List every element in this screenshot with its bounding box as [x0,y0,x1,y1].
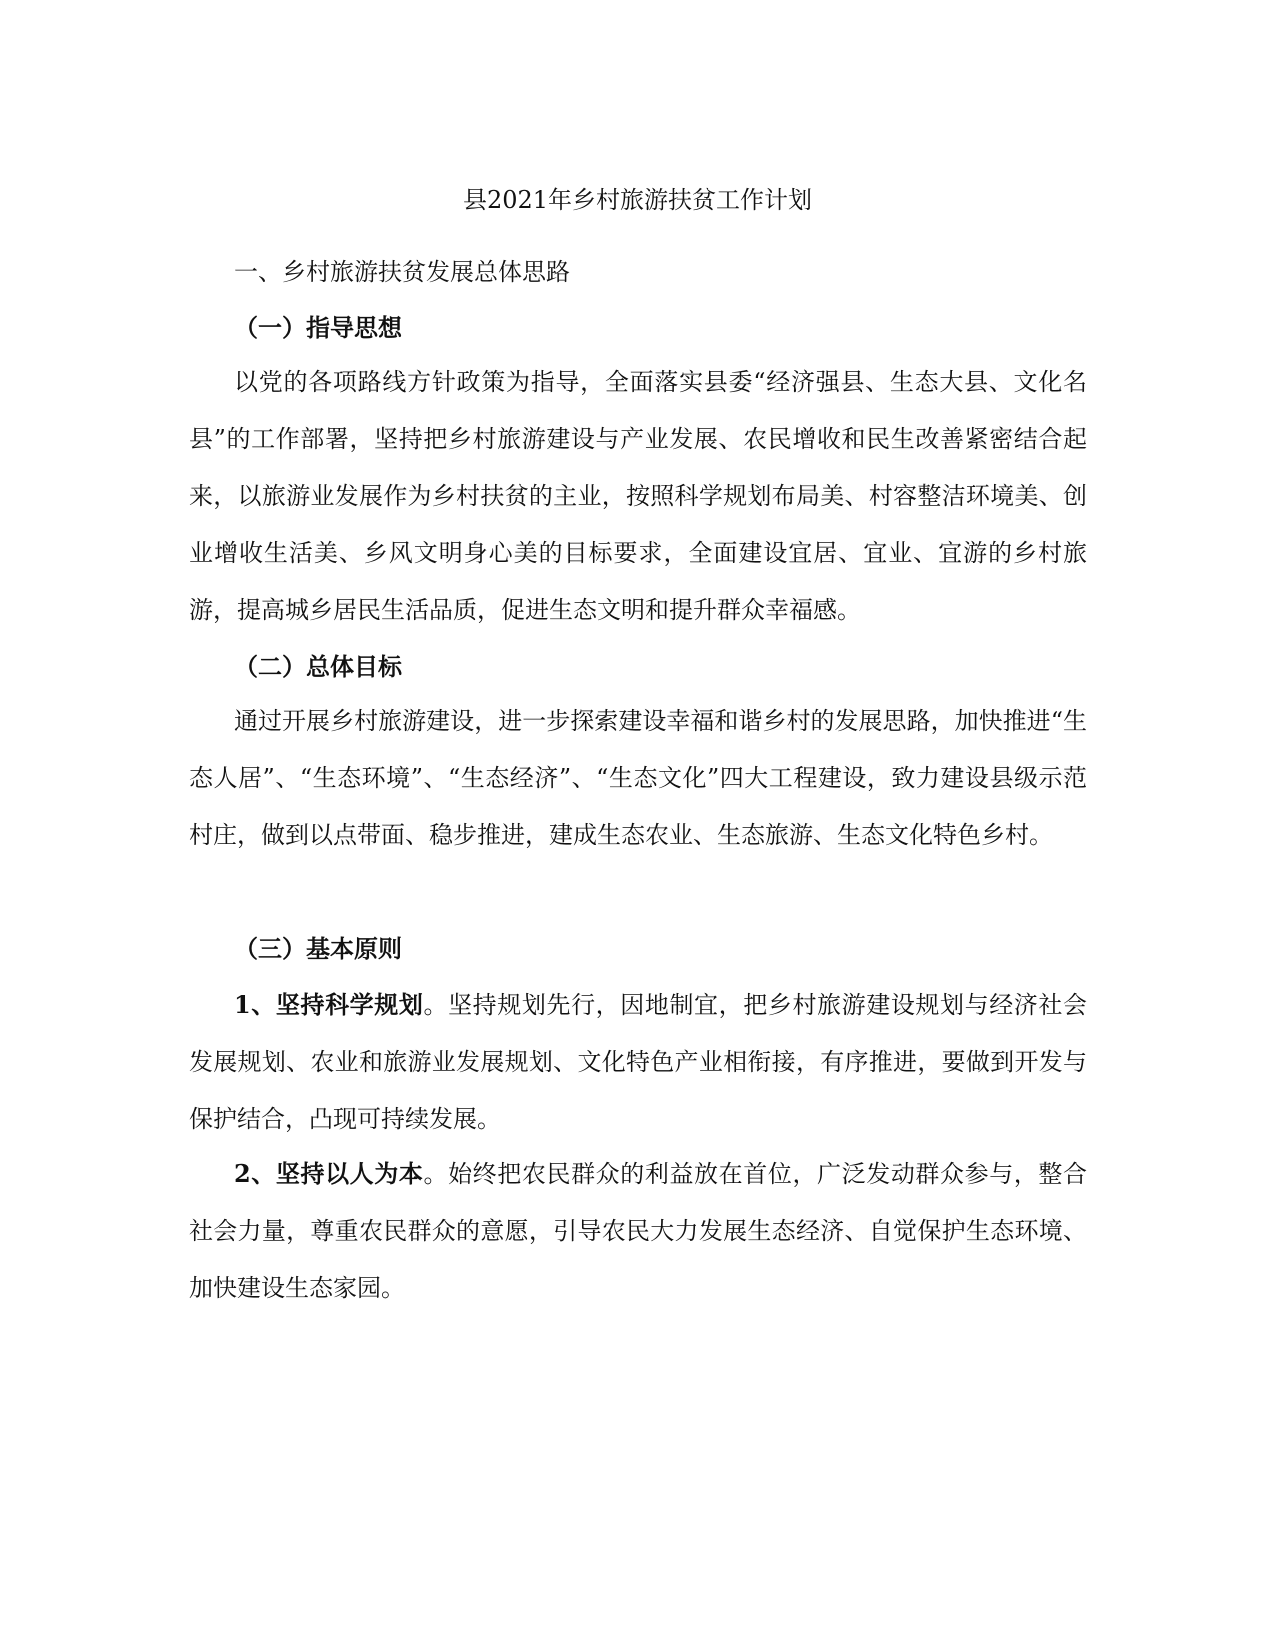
subsection-heading-overall-goals: （二）总体目标 [234,652,402,681]
principle-scientific-planning [189,976,1087,1148]
subsection-heading-basic-principles: （三）基本原则 [234,934,402,963]
principle-1-lead: 1、坚持科学规划 [234,990,424,1019]
paragraph-guiding-ideology: 以党的各项路线方针政策为指导，全面落实县委“经济强县、生态大县、文化名县”的工作部署，坚持把乡村旅游建设与产业发展、农民增收和民生改善紧密结合起来，以旅游业发展作为乡村扶贫的主业，按照科学规划布局美、村容整洁环境美、创业增收生活美、乡风文明身心美的目标要求，全面建设宜居、宜业、宜游的乡村旅游，提高城乡居民生活品质，促进生态文明和提升群众幸福感。 [189,368,1087,624]
section-heading-overall-approach: 一、乡村旅游扶贫发展总体思路 [234,258,570,286]
principle-1-text: 。坚持规划先行，因地制宜，把乡村旅游建设规划与经济社会发展规划、农业和旅游业发展规划、文化特色产业相衔接，有序推进，要做到开发与保护结合，凸现可持续发展。 [189,991,1088,1133]
document-title: 县2021年乡村旅游扶贫工作计划 [462,186,813,214]
principle-2-lead: 2、坚持以人为本 [234,1159,424,1188]
principle-2-text: 。始终把农民群众的利益放在首位，广泛发动群众参与，整合社会力量，尊重农民群众的意愿，引导农民大力发展生态经济、自觉保护生态环境、加快建设生态家园。 [189,1160,1088,1302]
principle-people-oriented [189,1145,1087,1317]
paragraph-overall-goals: 通过开展乡村旅游建设，进一步探索建设幸福和谐乡村的发展思路，加快推进“生态人居”、“生态环境”、“生态经济”、“生态文化”四大工程建设，致力建设县级示范村庄，做到以点带面、稳步推进，建成生态农业、生态旅游、生态文化特色乡村。 [189,707,1087,849]
subsection-heading-guiding-ideology: （一）指导思想 [234,313,402,342]
